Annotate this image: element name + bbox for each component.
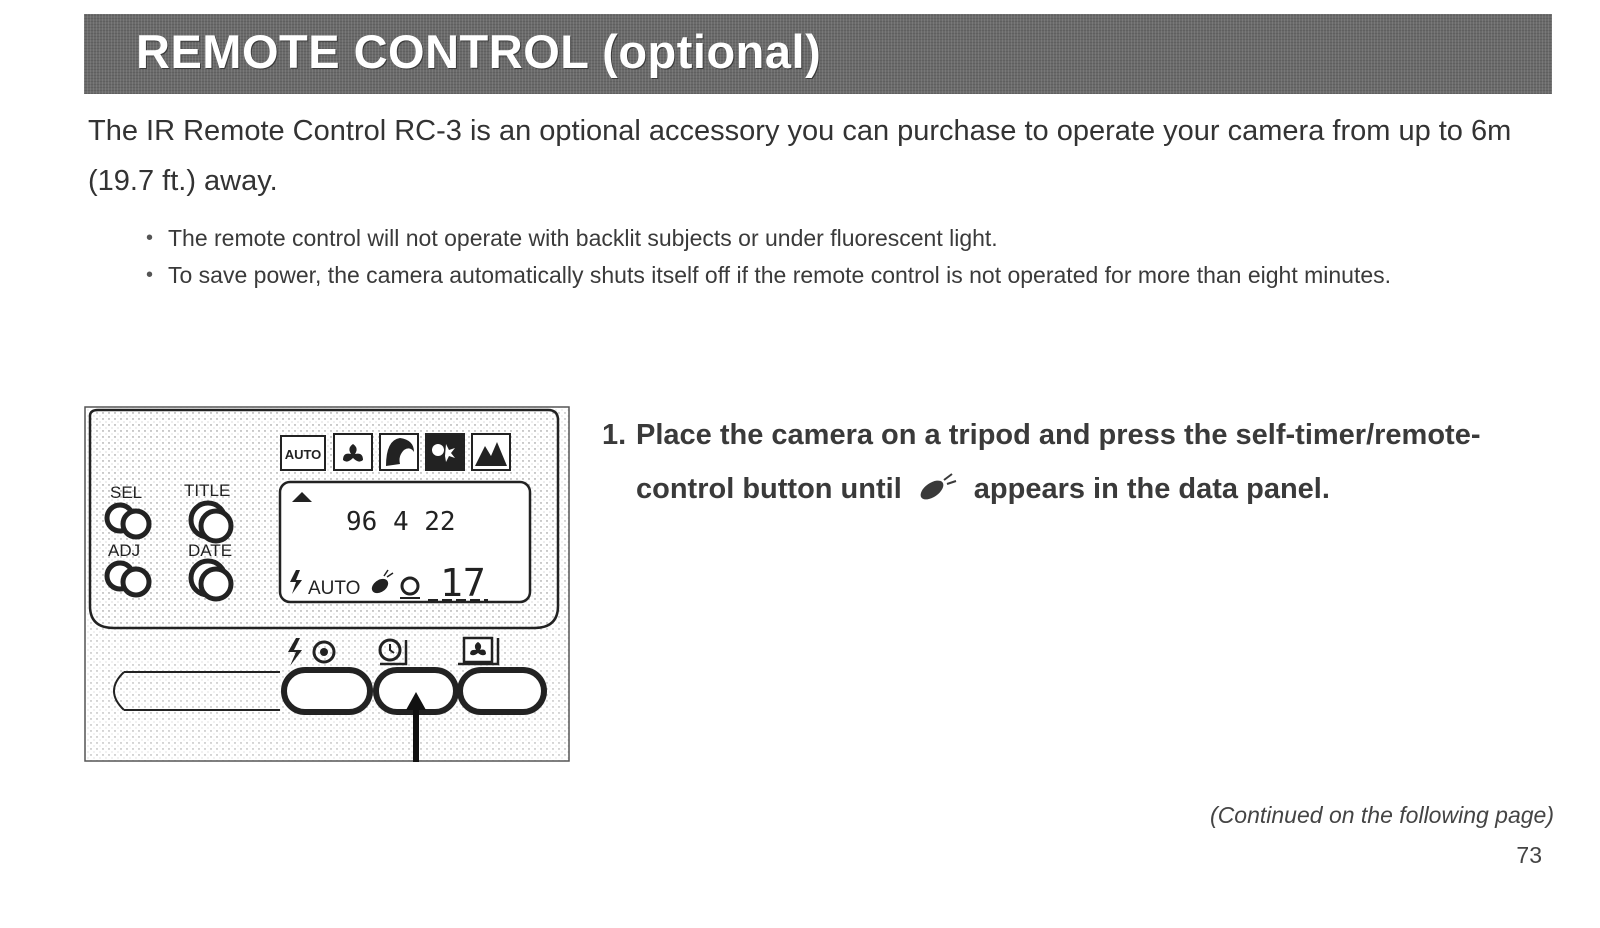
lcd-auto-text: AUTO <box>308 578 361 599</box>
step-number: 1. <box>602 419 627 451</box>
macro-icon <box>458 638 498 664</box>
adj-label: ADJ <box>108 541 141 560</box>
step-text-after: appears in the data panel. <box>973 473 1330 505</box>
section-title: REMOTE CONTROL (optional) <box>136 25 822 78</box>
flash-button <box>284 670 370 712</box>
svg-text:AUTO: AUTO <box>284 447 322 462</box>
instruction-step <box>602 408 1562 516</box>
note-item: • The remote control will not operate with backlit subjects or under fluorescent light. <box>146 220 1546 257</box>
lcd-frame-count: 17 <box>440 561 486 605</box>
sel-label: SEL <box>110 483 143 502</box>
title-label: TITLE <box>184 481 231 500</box>
date-label: DATE <box>188 541 233 560</box>
section-header-banner <box>84 14 1552 94</box>
macro-button <box>460 670 544 712</box>
night-portrait-mode-icon <box>426 434 464 470</box>
notes-list <box>146 220 1546 294</box>
step-text-before: Place the camera on a tripod and press the self-timer/remote-control button until <box>636 419 1481 505</box>
remote-control-icon <box>916 470 960 502</box>
note-item: • To save power, the camera automatically shuts itself off if the remote control is not operated for more than eight minutes. <box>146 257 1546 294</box>
lcd-data-panel <box>280 482 530 605</box>
page-number: 73 <box>1516 842 1542 868</box>
step-text <box>636 408 1562 516</box>
lcd-date-display: 96 4 22 <box>346 507 456 537</box>
mode-icons-row <box>281 434 510 470</box>
continued-note: (Continued on the following page) <box>1210 802 1554 828</box>
camera-control-panel-illustration <box>84 406 570 762</box>
intro-paragraph: The IR Remote Control RC-3 is an optional accessory you can purchase to operate your camera from up to 6m (19.7 ft.) away. <box>88 115 1512 197</box>
